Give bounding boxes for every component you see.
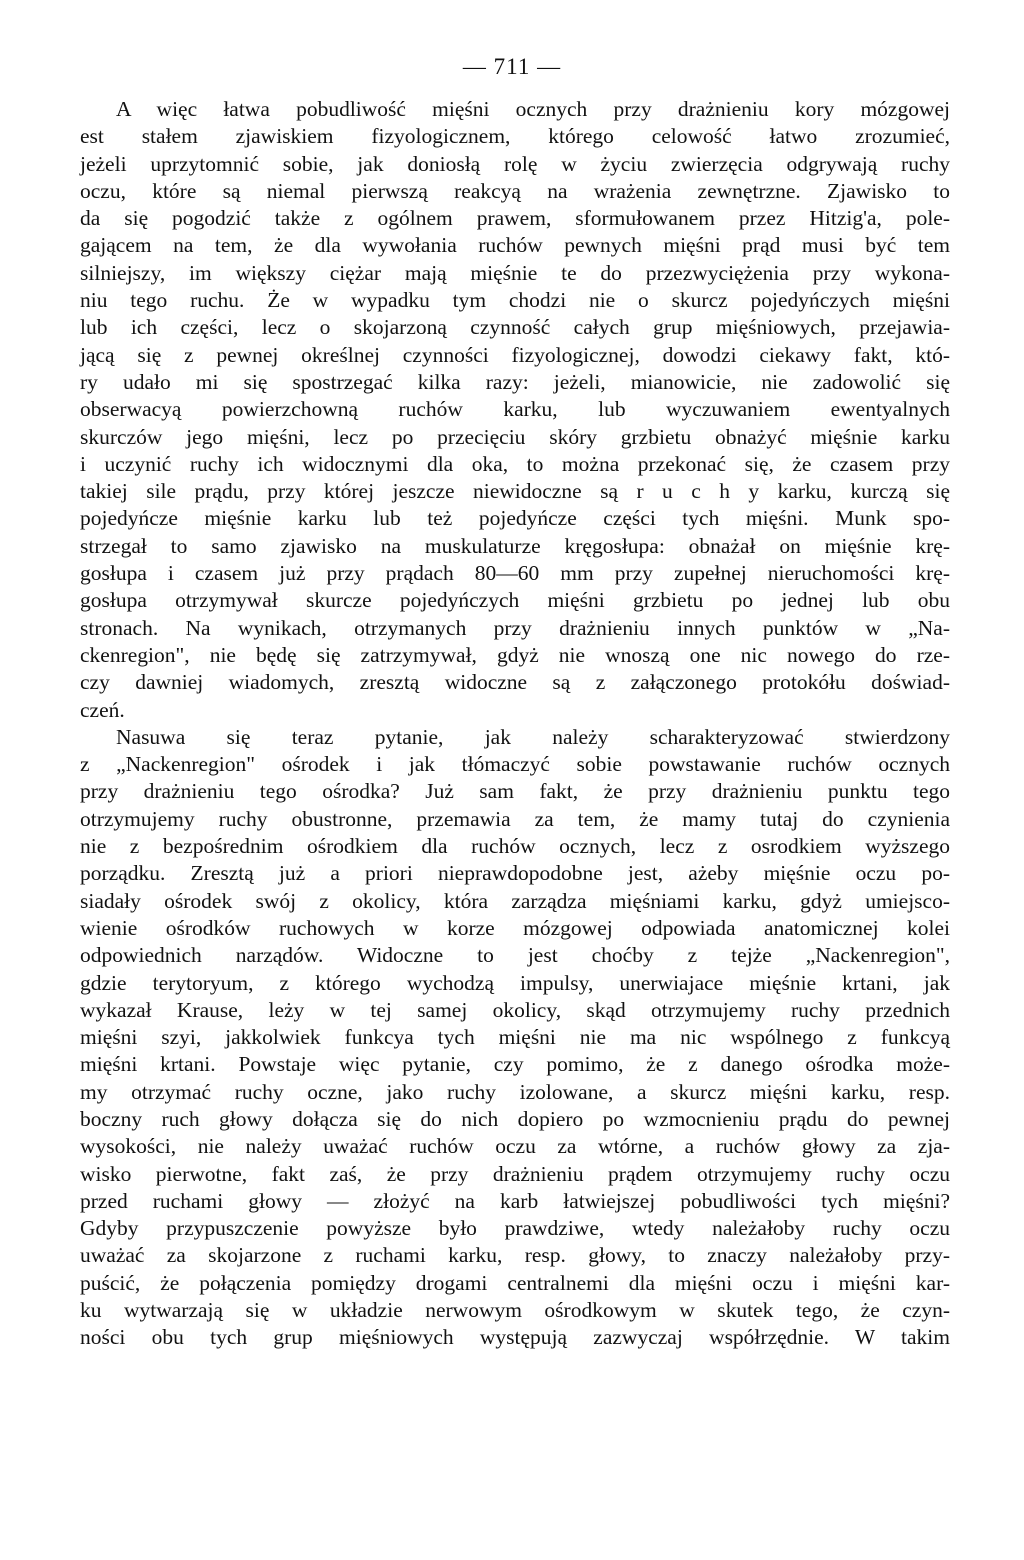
text-line: przy drażnieniu tego ośrodka? Już sam fakt, że przy drażnieniu punktu tego <box>80 779 950 804</box>
text-line: jeżeli uprzytomnić sobie, jak doniosłą rolę w życiu zwierzęcia odgrywają ruchy <box>80 151 950 176</box>
text-line: i uczynić ruchy ich widocznymi dla oka, to można przekonać się, że czasem przy <box>80 451 950 476</box>
text-line: ku wytwarzają się w układzie nerwowym ośrodkowym w skutek tego, że czyn- <box>80 1298 950 1323</box>
text-line: czy dawniej wiadomych, zresztą widoczne są z załączonego protokółu doświad- <box>80 670 950 695</box>
text-line: Gdyby przypuszczenie powyższe było prawdziwe, wtedy należałoby ruchy oczu <box>80 1216 950 1241</box>
text-line: puścić, że połączenia pomiędzy drogami centralnemi dla mięśni oczu i mięśni kar- <box>80 1270 950 1295</box>
text-line: jącą się z pewnej określnej czynności fizyologicznej, dowodzi ciekawy fakt, któ- <box>80 342 950 367</box>
text-line: gosłupa i czasem już przy prądach 80—60 mm przy zupełnej nieruchomości krę- <box>80 561 950 586</box>
text-line: niu tego ruchu. Że w wypadku tym chodzi nie o skurcz pojedyńczych mięśni <box>80 288 950 313</box>
text-line: nie z bezpośrednim ośrodkiem dla ruchów ocznych, lecz z osrodkiem wyższego <box>80 834 950 859</box>
text-line: mięśni krtani. Powstaje więc pytanie, czy pomimo, że z danego ośrodka może- <box>80 1052 950 1077</box>
text-line: Nasuwa się teraz pytanie, jak należy scharakteryzować stwierdzony <box>116 724 950 749</box>
text-line: gdzie terytoryum, z którego wychodzą impulsy, unerwiajace mięśnie krtani, jak <box>80 970 950 995</box>
text-line: oczu, które są niemal pierwszą reakcyą na wrażenia zewnętrzne. Zjawisko to <box>80 178 950 203</box>
text-line: gosłupa otrzymywał skurcze pojedyńczych mięśni grzbietu po jednej lub obu <box>80 588 950 613</box>
text-line: A więc łatwa pobudliwość mięśni ocznych przy drażnieniu kory mózgowej <box>116 97 950 121</box>
text-line: silniejszy, im większy ciężar mają mięśnie te do przezwyciężenia przy wykona- <box>80 260 950 285</box>
text-line: pojedyńcze mięśnie karku lub też pojedyńcze części tych mięśni. Munk spo- <box>80 506 950 531</box>
text-line: lub ich części, lecz o skojarzoną czynność całych grup mięśniowych, przejawia- <box>80 315 950 340</box>
text-line: ry udało mi się spostrzegać kilka razy: jeżeli, mianowicie, nie zadowolić się <box>80 369 950 394</box>
text-line: czeń. <box>80 697 125 722</box>
page-number: — 711 — <box>462 54 562 79</box>
text-line: z „Nackenregion" ośrodek i jak tłómaczyć sobie powstawanie ruchów ocznych <box>80 752 950 777</box>
text-line: wienie ośrodków ruchowych w korze mózgowej odpowiada anatomicznej kolei <box>80 915 950 940</box>
text-line: boczny ruch głowy dołącza się do nich dopiero po wzmocnieniu prądu do pewnej <box>80 1106 950 1131</box>
text-line: da się pogodzić także z ogólnem prawem, sformułowanem przez Hitzig'a, pole- <box>80 206 950 231</box>
text-line: siadały ośrodek swój z okolicy, która zarządza mięśniami karku, gdyż umiejsco- <box>80 888 950 913</box>
text-line: ckenregion", nie będę się zatrzymywał, gdyż nie wnoszą one nic nowego do rze- <box>80 642 950 667</box>
text-line: obserwacyą powierzchowną ruchów karku, lub wyczuwaniem ewentyalnych <box>80 397 950 422</box>
text-line: uważać za skojarzone z ruchami karku, resp. głowy, to znaczy należałoby przy- <box>80 1243 950 1268</box>
text-line: strzegał to samo zjawisko na muskulaturze kręgosłupa: obnażał on mięśnie krę- <box>80 533 950 558</box>
text-line: ności obu tych grup mięśniowych występują zazwyczaj współrzędnie. W takim <box>80 1325 950 1350</box>
text-line: otrzymujemy ruchy obustronne, przemawia za tem, że mamy tutaj do czynienia <box>80 806 950 831</box>
text-line: est stałem zjawiskiem fizyologicznem, którego celowość łatwo zrozumieć, <box>80 124 950 149</box>
text-line: gającem na tem, że dla wywołania ruchów pewnych mięśni prąd musi być tem <box>80 233 950 258</box>
text-line: przed ruchami głowy — złożyć na karb łatwiejszej pobudliwości tych mięśni? <box>80 1188 950 1213</box>
text-line: stronach. Na wynikach, otrzymanych przy drażnieniu innych punktów w „Na- <box>80 615 950 640</box>
text-line: my otrzymać ruchy oczne, jako ruchy izolowane, a skurcz mięśni karku, resp. <box>80 1079 950 1104</box>
body-text <box>80 96 950 1352</box>
text-line: porządku. Zresztą już a priori nieprawdopodobne jest, ażeby mięśnie oczu po- <box>80 861 950 886</box>
text-line: wysokości, nie należy uważać ruchów oczu za wtórne, a ruchów głowy za zja- <box>80 1134 950 1159</box>
text-line: odpowiednich narządów. Widoczne to jest choćby z tejże „Nackenregion", <box>80 943 950 968</box>
text-line: takiej sile prądu, przy której jeszcze niewidoczne są r u c h y karku, kurczą się <box>80 479 950 504</box>
text-line: wykazał Krause, leży w tej samej okolicy, skąd otrzymujemy ruchy przednich <box>80 997 950 1022</box>
text-line: wisko pierwotne, fakt zaś, że przy drażnieniu prądem otrzymujemy ruchy oczu <box>80 1161 950 1186</box>
text-line: skurczów jego mięśni, lecz po przecięciu skóry grzbietu obnażyć mięśnie karku <box>80 424 950 449</box>
text-line: mięśni szyi, jakkolwiek funkcya tych mięśni nie ma nic wspólnego z funkcyą <box>80 1025 950 1050</box>
